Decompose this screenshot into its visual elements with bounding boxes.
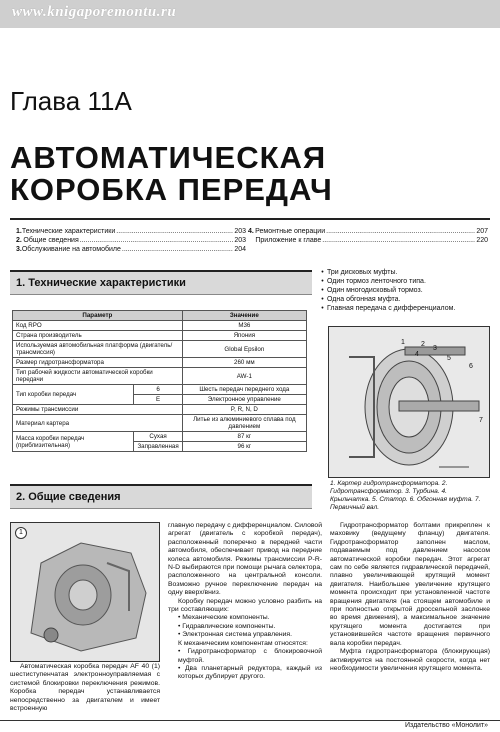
toc-text: Общие сведения xyxy=(23,237,79,244)
diagram-label: 2 xyxy=(421,341,425,348)
param-cell: Материал картера xyxy=(13,415,183,432)
paragraph: Коробку передач можно условно разбить на три составляющих: xyxy=(168,597,322,614)
table-row xyxy=(13,432,307,442)
footer-rule xyxy=(0,720,500,721)
toc-text: Обслуживание на автомобиле xyxy=(21,246,121,253)
section1-bar xyxy=(10,270,312,295)
diagram-label: 1 xyxy=(401,339,405,346)
toc-num: 4. xyxy=(248,228,254,235)
table-row xyxy=(13,358,307,368)
subparam-cell: Сухая xyxy=(134,432,182,442)
toc-num: 3. xyxy=(16,246,22,253)
value-cell: M36 xyxy=(182,321,306,331)
toc-num xyxy=(248,236,255,245)
paragraph: • Гидротрансформатор с блокировочной муфтой. xyxy=(178,648,322,664)
torque-converter-illustration xyxy=(329,327,489,477)
table-row xyxy=(13,385,307,395)
param-cell: Масса коробки передач (приблизительная) xyxy=(13,432,134,452)
param-cell: Тип рабочей жидкости автоматической коробки передачи xyxy=(13,368,183,385)
list-item: • Одна обгонная муфта. xyxy=(321,296,401,303)
diagram-label: 4 xyxy=(415,351,419,358)
subparam-cell: Заправленная xyxy=(134,442,182,452)
list-item: • Один тормоз ленточного типа. xyxy=(321,278,426,285)
toc-num: 2. xyxy=(16,237,22,244)
toc-num: 1. xyxy=(16,228,22,235)
toc-item[interactable] xyxy=(16,236,246,245)
section2-title: 2. Общие сведения xyxy=(16,491,121,503)
spec-table-wrap xyxy=(12,310,307,452)
table-row xyxy=(13,321,307,331)
publisher-footer: Издательство «Монолит» xyxy=(404,722,488,729)
list-item: • Главная передача с дифференциалом. xyxy=(321,305,456,312)
param-cell: Режимы трансмиссии xyxy=(13,405,183,415)
toc-page: 203 xyxy=(234,237,246,244)
paragraph: • Два планетарный редуктора, каждый из которых дублирует другого. xyxy=(178,664,322,681)
paragraph: Гидротрансформатор болтами прикреплен к маховику (ведущему фланцу) двигателя. Гидротрансформатор заполнен маслом, подаваемым под давлением насосом автоматической коробки передач. Этот агрегат сам по себе является гидравлической передачей, плавно увеличивающей крутящий момент двигателя. Наибольшее увеличение крутящего момента происходит при установленной частоте вращения двигателя (на стоящем автомобиле и при полностью открытой дроссельной заслонке во время движения), а максимальное значение крутящего момента достигается при установившейся частоте вращения первичного вала коробки передач. xyxy=(330,522,490,647)
subparam-cell: 6 xyxy=(134,385,182,395)
toc-item[interactable] xyxy=(248,227,488,236)
torque-converter-diagram xyxy=(328,326,490,478)
diagram-caption: 1. Картер гидротрансформатора. 2. Гидротрансформатор. 3. Турбина. 4. Крыльчатка. 5. Статор. 6. Обгонная муфта. 7. Первичный вал. xyxy=(330,480,481,511)
toc-divider xyxy=(10,218,490,220)
param-cell: Страна производитель xyxy=(13,331,183,341)
right-bullet-list xyxy=(318,268,490,313)
table-row xyxy=(13,341,307,358)
diagram-label: 3 xyxy=(433,345,437,352)
value-cell: Global Epsilon xyxy=(182,341,306,358)
list-item: • Три дисковых муфты. xyxy=(321,269,398,276)
value-cell: AW-1 xyxy=(182,368,306,385)
toc-item[interactable] xyxy=(16,245,246,254)
toc-page: 207 xyxy=(476,228,488,235)
col3-text xyxy=(330,522,490,673)
value-cell: Электронное управление xyxy=(182,395,306,405)
table-row xyxy=(13,331,307,341)
param-cell: Размер гидротрансформатора xyxy=(13,358,183,368)
diagram-label: 5 xyxy=(447,355,451,362)
toc-text: Технические характеристики xyxy=(21,228,116,235)
param-cell: Используемая автомобильная платформа (двигатель/трансмиссия) xyxy=(13,341,183,358)
list-item: • Один многодисковый тормоз. xyxy=(321,287,423,294)
spec-table xyxy=(12,310,307,452)
value-cell: P, R, N, D xyxy=(182,405,306,415)
toc-item[interactable] xyxy=(16,227,246,236)
value-cell: 260 мм xyxy=(182,358,306,368)
diagram-label: 7 xyxy=(479,417,483,424)
toc-item[interactable] xyxy=(248,236,488,245)
gearbox-photo xyxy=(10,522,160,662)
diagram-label: 6 xyxy=(469,363,473,370)
param-cell: Код RPO xyxy=(13,321,183,331)
toc-page: 204 xyxy=(234,246,246,253)
gearbox-illustration xyxy=(11,523,159,661)
section2-bar xyxy=(10,484,312,509)
paragraph: К механическим компонентам относятся: xyxy=(178,639,308,647)
value-cell: 87 кг xyxy=(182,432,306,442)
photo-callout: 1 xyxy=(15,527,27,539)
value-cell: Литье из алюминиевого сплава под давлением xyxy=(182,415,306,432)
table-row xyxy=(13,405,307,415)
toc-text: Ремонтные операции xyxy=(255,228,326,235)
paragraph: • Механические компоненты. xyxy=(178,614,270,622)
toc-page: 203 xyxy=(234,228,246,235)
col-header-param: Параметр xyxy=(13,311,183,321)
site-watermark: www.knigaporemontu.ru xyxy=(12,4,177,20)
col-header-value: Значение xyxy=(182,311,306,321)
page-title xyxy=(10,142,333,206)
subparam-cell: E xyxy=(134,395,182,405)
paragraph: • Электронная система управления. xyxy=(178,631,292,639)
paragraph: главную передачу с дифференциалом. Силовой агрегат (двигатель с коробкой передач), расположенный поперечно в передней части автомобиля, обеспечивает привод на передние колеса автомобиля. Режимы трансмиссии P-R-N-D выбираются при помощи рычага селектора, расположенного на центральной консоли. Возможно ручное переключение передач на одну вверх/вниз. xyxy=(168,522,322,597)
section1-title: 1. Технические характеристики xyxy=(16,277,186,289)
paragraph: Автоматическая коробка передач AF 40 (1) шестиступенчатая электронноуправляемая с системой блокировки переключения режимов. Коробка передач устанавливается непосредственно за двигателем и имеет встроенную xyxy=(10,663,160,713)
table-head-row xyxy=(13,311,307,321)
toc-page: 220 xyxy=(476,237,488,244)
value-cell: Шесть передач переднего хода xyxy=(182,385,306,395)
chapter-label: Глава 11А xyxy=(10,86,132,116)
table-row xyxy=(13,415,307,432)
title-line-1: АВТОМАТИЧЕСКАЯ xyxy=(10,140,327,175)
col2-text xyxy=(168,522,322,682)
value-cell: Япония xyxy=(182,331,306,341)
value-cell: 96 кг xyxy=(182,442,306,452)
toc-right xyxy=(248,227,488,245)
toc-text: Приложение к главе xyxy=(255,237,322,244)
table-row xyxy=(13,368,307,385)
col1-text xyxy=(10,663,160,713)
paragraph: Муфта гидротрансформатора (блокирующая) активируется на постоянной скорости, когда нет необходимости увеличения крутящего момента. xyxy=(330,648,490,672)
param-cell: Тип коробки передач xyxy=(13,385,134,405)
paragraph: • Гидравлические компоненты. xyxy=(178,622,276,630)
toc-left xyxy=(16,227,246,254)
title-line-2: КОРОБКА ПЕРЕДАЧ xyxy=(10,172,333,207)
